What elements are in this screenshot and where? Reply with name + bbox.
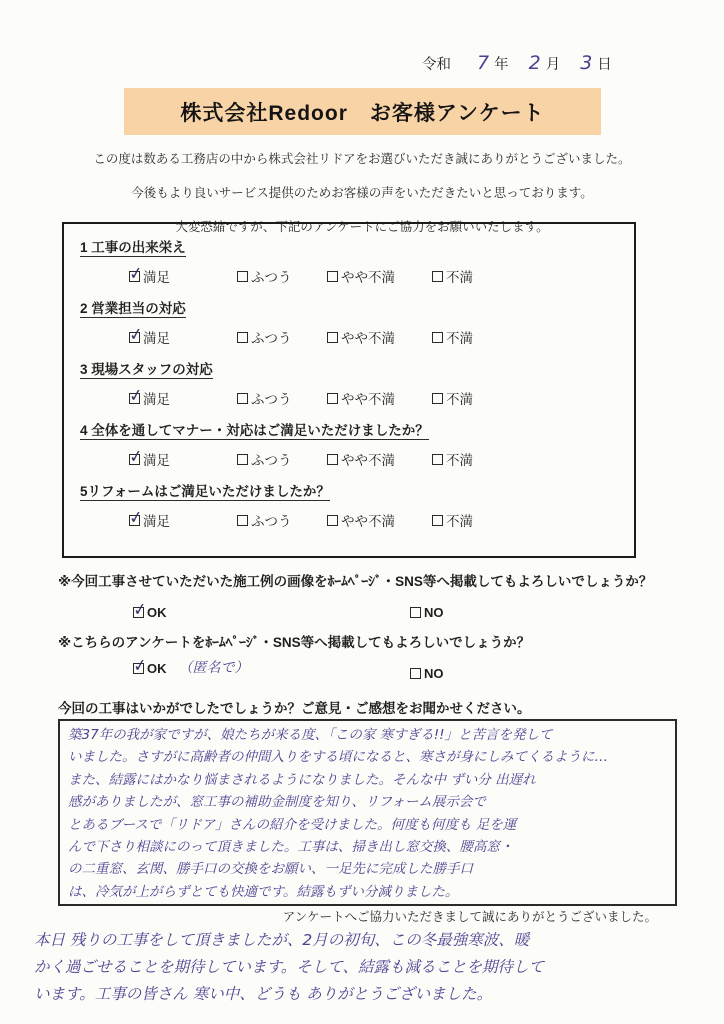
option-q1-fuman bbox=[432, 266, 634, 286]
option-label: 満足 bbox=[143, 453, 170, 468]
option-q1-yaya-fuman bbox=[327, 266, 432, 286]
checkbox-q1-futsuu bbox=[237, 271, 248, 282]
option-label: ふつう bbox=[251, 453, 292, 468]
feedback-line: の二重窓、玄関、勝手口の交換をお願い、一足先に完成した勝手口 bbox=[68, 861, 473, 878]
question-2-options bbox=[129, 327, 634, 347]
checkbox-q1-manzoku bbox=[129, 271, 140, 282]
intro-line-1: この度は数ある工務店の中から株式会社リドアをお選びいただき誠にありがとうございました。 bbox=[93, 152, 631, 166]
option-label: 不満 bbox=[446, 453, 473, 468]
permission-2-no bbox=[410, 666, 708, 681]
question-1-text: 工事の出来栄え bbox=[91, 240, 186, 255]
option-q3-fuman bbox=[432, 388, 634, 408]
option-label: やや不満 bbox=[341, 270, 395, 285]
option-label: やや不満 bbox=[341, 331, 395, 346]
option-q3-futsuu bbox=[237, 388, 327, 408]
date-month-value: 2 bbox=[528, 52, 541, 74]
question-4 bbox=[80, 419, 634, 469]
ok-label: OK bbox=[147, 605, 167, 620]
permission-1-no bbox=[410, 605, 708, 620]
date-month-unit: 月 bbox=[545, 57, 561, 73]
checkbox-q5-futsuu bbox=[237, 515, 248, 526]
permission-1-ok bbox=[133, 605, 410, 620]
footer-note-line: 本日 残りの工事をして頂きましたが、2月の初旬、この冬最強寒波、暖 bbox=[34, 931, 530, 949]
question-4-text: 全体を通してマナー・対応はご満足いただけましたか？ bbox=[91, 423, 429, 438]
option-label: ふつう bbox=[251, 514, 292, 529]
option-q5-futsuu bbox=[237, 510, 327, 530]
permission-2-options bbox=[133, 656, 708, 681]
option-label: ふつう bbox=[251, 270, 292, 285]
permission-2-ok bbox=[133, 656, 410, 681]
intro-line-2: 今後もより良いサービス提供のためお客様の声をいただきたいと思っております。 bbox=[131, 186, 593, 200]
checkbox-q2-futsuu bbox=[237, 332, 248, 343]
checkbox-q4-yaya-fuman bbox=[327, 454, 338, 465]
option-label: 満足 bbox=[143, 331, 170, 346]
date-day-value: 3 bbox=[580, 52, 593, 74]
intro-line-3: 大変恐縮ですが、下記のアンケートにご協力をお願いいたします。 bbox=[175, 220, 549, 234]
option-label: やや不満 bbox=[341, 392, 395, 407]
option-q4-manzoku bbox=[129, 449, 237, 469]
permission-question-photos bbox=[58, 570, 708, 620]
option-label: 不満 bbox=[446, 392, 473, 407]
option-q5-yaya-fuman bbox=[327, 510, 432, 530]
question-4-number: 4 bbox=[80, 423, 88, 438]
feedback-line: とあるブースで「リドア」さんの紹介を受けました。何度も何度も 足を運 bbox=[68, 816, 517, 833]
permission-2-question: ※こちらのアンケートをﾎｰﾑﾍﾟｰｼﾞ・SNS等へ掲載してもよろしいでしょうか？ bbox=[58, 635, 531, 650]
footer-handwritten-note bbox=[34, 927, 710, 1008]
question-2-title bbox=[80, 297, 634, 317]
checkbox-perm2-ok bbox=[133, 663, 144, 674]
permission-1-question: ※今回工事させていただいた施工例の画像をﾎｰﾑﾍﾟｰｼﾞ・SNS等へ掲載してもよろしいでしょうか？ bbox=[58, 574, 653, 589]
checkbox-q3-fuman bbox=[432, 393, 443, 404]
option-q3-yaya-fuman bbox=[327, 388, 432, 408]
option-label: 満足 bbox=[143, 270, 170, 285]
option-q5-manzoku bbox=[129, 510, 237, 530]
option-q2-yaya-fuman bbox=[327, 327, 432, 347]
option-q5-fuman bbox=[432, 510, 634, 530]
anonymous-note-handwritten: （匿名で） bbox=[178, 659, 249, 676]
option-q3-manzoku bbox=[129, 388, 237, 408]
permission-1-options bbox=[133, 605, 708, 620]
question-5-title bbox=[80, 480, 634, 500]
option-label: 不満 bbox=[446, 270, 473, 285]
question-4-title bbox=[80, 419, 634, 439]
checkbox-perm2-no bbox=[410, 668, 421, 679]
checkbox-q1-fuman bbox=[432, 271, 443, 282]
date-era-label: 令和 bbox=[422, 57, 451, 73]
question-3-title bbox=[80, 358, 634, 378]
feedback-line: また、結露にはかなり悩まされるようになりました。そんな中 ずい分 出遅れ bbox=[68, 771, 536, 788]
feedback-line: は、冷気が上がらずとても快適です。結露もずい分減りました。 bbox=[68, 883, 459, 900]
feedback-prompt: 今回の工事はいかがでしたでしょうか？ご意見・ご感想をお聞かせください。 bbox=[58, 701, 531, 716]
option-label: 不満 bbox=[446, 514, 473, 529]
checkbox-q3-futsuu bbox=[237, 393, 248, 404]
question-2-number: 2 bbox=[80, 301, 88, 316]
checkbox-q5-manzoku bbox=[129, 515, 140, 526]
feedback-line: 感がありましたが、窓工事の補助金制度を知り、リフォーム展示会で bbox=[68, 794, 486, 811]
checkbox-q2-fuman bbox=[432, 332, 443, 343]
checkbox-perm1-ok bbox=[133, 607, 144, 618]
date-day-unit: 日 bbox=[597, 57, 612, 73]
checkbox-perm1-no bbox=[410, 607, 421, 618]
option-q2-futsuu bbox=[237, 327, 327, 347]
question-3 bbox=[80, 358, 634, 408]
footer-note-line: かく過ごせることを期待しています。そして、結露も減ることを期待して bbox=[34, 958, 544, 976]
question-1 bbox=[80, 236, 634, 286]
footer-note-line: います。工事の皆さん 寒い中、どうも ありがとうございました。 bbox=[34, 985, 493, 1003]
question-3-options bbox=[129, 388, 634, 408]
checkbox-q3-yaya-fuman bbox=[327, 393, 338, 404]
question-1-number: 1 bbox=[80, 240, 88, 255]
option-label: ふつう bbox=[251, 392, 292, 407]
question-3-text: 現場スタッフの対応 bbox=[91, 362, 213, 377]
question-5-text: リフォームはご満足いただけましたか？ bbox=[87, 484, 330, 499]
checkbox-q3-manzoku bbox=[129, 393, 140, 404]
option-label: ふつう bbox=[251, 331, 292, 346]
question-3-number: 3 bbox=[80, 362, 88, 377]
option-q1-futsuu bbox=[237, 266, 327, 286]
question-1-options bbox=[129, 266, 634, 286]
option-q4-fuman bbox=[432, 449, 634, 469]
checkbox-q2-manzoku bbox=[129, 332, 140, 343]
feedback-line: 築37年の我が家ですが、娘たちが来る度、「この家 寒すぎる!!」と苦言を発して bbox=[68, 727, 553, 743]
checkbox-q4-futsuu bbox=[237, 454, 248, 465]
survey-box bbox=[62, 222, 636, 558]
feedback-line: んで下さり相談にのって頂きました。工事は、掃き出し窓交換、腰高窓・ bbox=[68, 839, 514, 856]
checkbox-q5-fuman bbox=[432, 515, 443, 526]
feedback-line: いました。さすがに高齢者の仲間入りをする頃になると、寒さが身にしみてくるように… bbox=[68, 749, 608, 766]
date-year-unit: 年 bbox=[494, 57, 509, 73]
option-q2-fuman bbox=[432, 327, 634, 347]
option-label: 満足 bbox=[143, 514, 170, 529]
date-year-value: 7 bbox=[477, 52, 490, 74]
question-5-number: 5 bbox=[80, 484, 88, 499]
option-q1-manzoku bbox=[129, 266, 237, 286]
option-q4-yaya-fuman bbox=[327, 449, 432, 469]
question-5 bbox=[80, 480, 634, 530]
checkbox-q4-fuman bbox=[432, 454, 443, 465]
checkbox-q1-yaya-fuman bbox=[327, 271, 338, 282]
checkbox-q4-manzoku bbox=[129, 454, 140, 465]
ok-label: OK bbox=[147, 661, 167, 676]
question-2-text: 営業担当の対応 bbox=[91, 301, 186, 316]
thanks-note: アンケートへご協力いただきまして誠にありがとうございました。 bbox=[282, 910, 657, 924]
date-line bbox=[422, 52, 632, 74]
question-5-options bbox=[129, 510, 634, 530]
question-2 bbox=[80, 297, 634, 347]
checkbox-q5-yaya-fuman bbox=[327, 515, 338, 526]
feedback-comment-box bbox=[58, 719, 677, 906]
question-4-options bbox=[129, 449, 634, 469]
option-q4-futsuu bbox=[237, 449, 327, 469]
permission-question-survey bbox=[58, 631, 708, 681]
question-1-title bbox=[80, 236, 634, 256]
option-label: やや不満 bbox=[341, 514, 395, 529]
checkbox-q2-yaya-fuman bbox=[327, 332, 338, 343]
no-label: NO bbox=[424, 605, 444, 620]
page-title: 株式会社Redoor お客様アンケート bbox=[180, 101, 545, 125]
option-q2-manzoku bbox=[129, 327, 237, 347]
option-label: やや不満 bbox=[341, 453, 395, 468]
option-label: 満足 bbox=[143, 392, 170, 407]
option-label: 不満 bbox=[446, 331, 473, 346]
no-label: NO bbox=[424, 666, 444, 681]
page-title-banner bbox=[124, 88, 601, 135]
